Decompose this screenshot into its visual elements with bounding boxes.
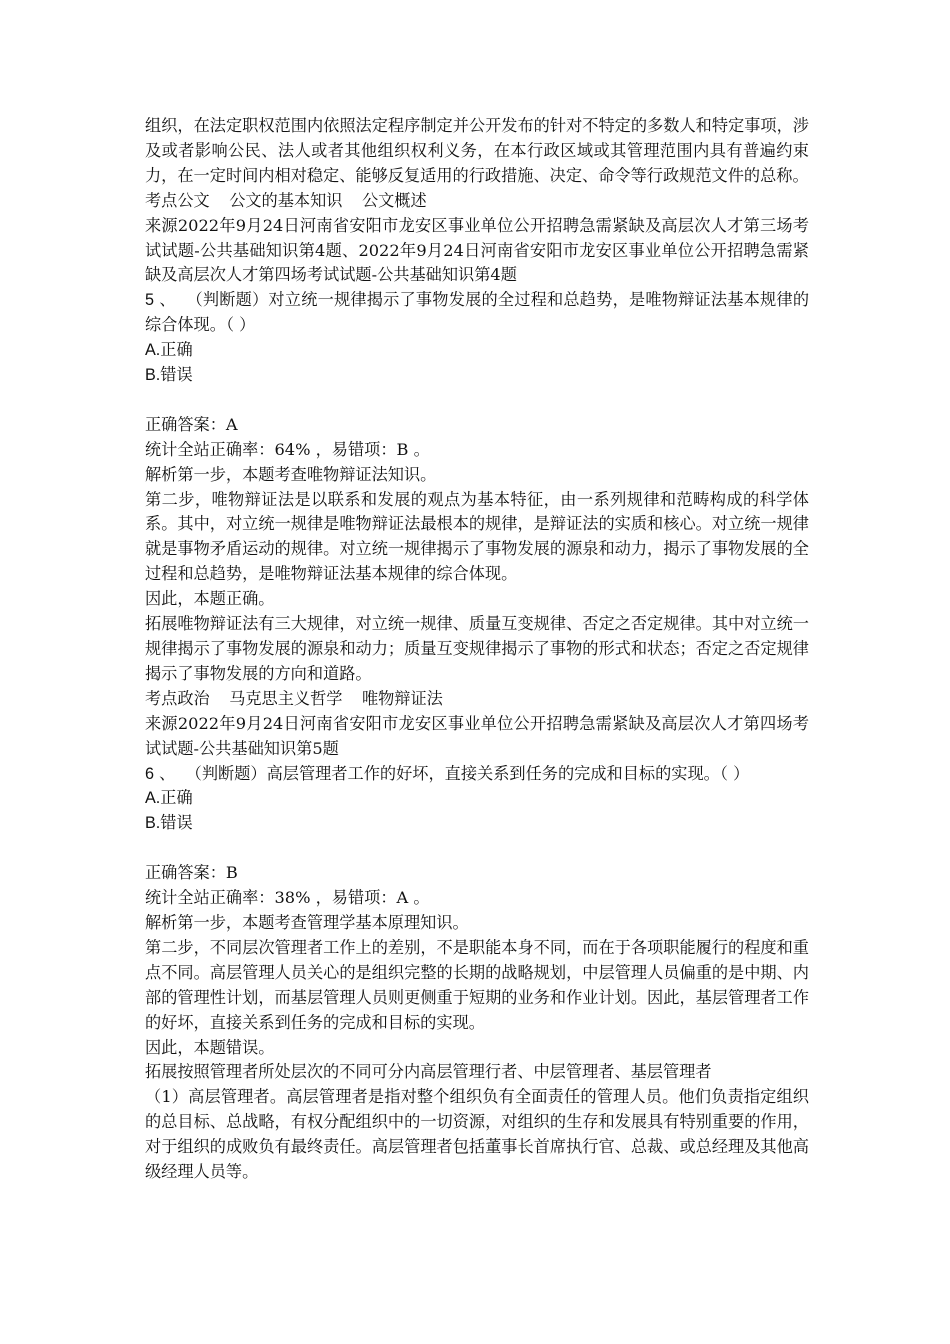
analysis-extension: 拓展唯物辩证法有三大规律，对立统一规律、质量互变规律、否定之否定规律。其中对立统一规律揭示了事物发展的源泉和动力；质量互变规律揭示了事物的形式和状态；否定之否定规律揭示了事物发展的方向和道路。: [145, 614, 809, 683]
question-stem: [145, 762, 809, 787]
question-separator: 、: [159, 290, 176, 310]
kaodian-chapter: 公文的基本知识: [229, 190, 343, 210]
question-number: 6: [145, 764, 155, 783]
question-text: 高层管理者工作的好坏，直接关系到任务的完成和目标的实现。（ ）: [266, 763, 750, 783]
kaodian-subject: 公文: [177, 190, 210, 210]
question-type: （判断题）: [186, 290, 269, 310]
analysis-extension-item-1: （1）高层管理者。高层管理者是指对整个组织负有全面责任的管理人员。他们负责指定组织的总目标、总战略，有权分配组织中的一切资源，对组织的生存和发展具有特别重要的作用，对于组织的成败负有最终责任。高层管理者包括董事长首席执行官、总裁、或总经理及其他高级经理人员等。: [145, 1087, 809, 1182]
source: 来源2022年9月24日河南省安阳市龙安区事业单位公开招聘急需紧缺及高层次人才第四场考试试题-公共基础知识第5题: [145, 713, 809, 758]
intro-paragraph: 组织，在法定职权范围内依照法定程序制定并公开发布的针对不特定的多数人和特定事项，涉及或者影响公民、法人或者其他组织权利义务，在本行政区域或其管理范围内具有普遍约束力，在一定时间内相对稳定、能够反复适用的行政措施、决定、命令等行政规范文件的总称。: [145, 116, 809, 185]
analysis-conclusion: 因此，本题错误。: [145, 1037, 275, 1057]
kaodian-topic: 公文概述: [361, 190, 427, 210]
option-b: B.错误: [145, 814, 193, 833]
kaodian-chapter: 马克思主义哲学: [229, 688, 343, 708]
kaodian-topic: 唯物辩证法: [361, 688, 443, 708]
option-b: B.错误: [145, 366, 193, 385]
stats: 统计全站正确率：38% ，易错项：A 。: [145, 888, 430, 908]
question-stem: [145, 288, 809, 338]
q4-kaodian: [145, 189, 809, 214]
question-5: [145, 288, 809, 761]
question-type: （判断题）: [185, 763, 267, 783]
kaodian-label: 考点: [145, 688, 178, 708]
question-6: [145, 762, 809, 1185]
correct-answer: 正确答案：B: [145, 863, 238, 883]
question-separator: 、: [159, 763, 176, 783]
option-a: A.正确: [145, 789, 193, 808]
option-a: A.正确: [145, 341, 193, 360]
question-text: 对立统一规律揭示了事物发展的全过程和总趋势，是唯物辩证法基本规律的综合体现。（ ）: [145, 290, 810, 335]
spacer: [145, 836, 809, 861]
analysis-step-1: 解析第一步，本题考查唯物辩证法知识。: [145, 464, 437, 484]
q4-source: 来源2022年9月24日河南省安阳市龙安区事业单位公开招聘急需紧缺及高层次人才第三场考试试题-公共基础知识第4题、2022年9月24日河南省安阳市龙安区事业单位公开招聘急需紧缺及高层次人才第四场考试试题-公共基础知识第4题: [145, 215, 809, 285]
correct-answer: 正确答案：A: [145, 414, 238, 434]
document-page: [145, 114, 809, 1185]
question-number: 5: [145, 291, 155, 310]
kaodian-subject: 政治: [177, 688, 210, 708]
kaodian-label: 考点: [145, 190, 178, 210]
kaodian: [145, 687, 809, 712]
spacer: [145, 388, 809, 413]
analysis-extension: 拓展按照管理者所处层次的不同可分内高层管理行者、中层管理者、基层管理者: [145, 1062, 712, 1082]
analysis-step-1: 解析第一步，本题考查管理学基本原理知识。: [145, 912, 469, 932]
analysis-step-2: 第二步，不同层次管理者工作上的差别，不是职能本身不同，而在于各项职能履行的程度和重点不同。高层管理人员关心的是组织完整的长期的战略规划，中层管理人员偏重的是中期、内部的管理性计划，而基层管理人员则更侧重于短期的业务和作业计划。因此，基层管理者工作的好坏，直接关系到任务的完成和目标的实现。: [145, 937, 809, 1032]
analysis-conclusion: 因此，本题正确。: [145, 589, 275, 609]
stats: 统计全站正确率：64% ，易错项：B 。: [145, 439, 430, 459]
analysis-step-2: 第二步，唯物辩证法是以联系和发展的观点为基本特征，由一系列规律和范畴构成的科学体系。其中，对立统一规律是唯物辩证法最根本的规律，是辩证法的实质和核心。对立统一规律就是事物矛盾运动的规律。对立统一规律揭示了事物发展的源泉和动力，揭示了事物发展的全过程和总趋势，是唯物辩证法基本规律的综合体现。: [145, 489, 809, 584]
